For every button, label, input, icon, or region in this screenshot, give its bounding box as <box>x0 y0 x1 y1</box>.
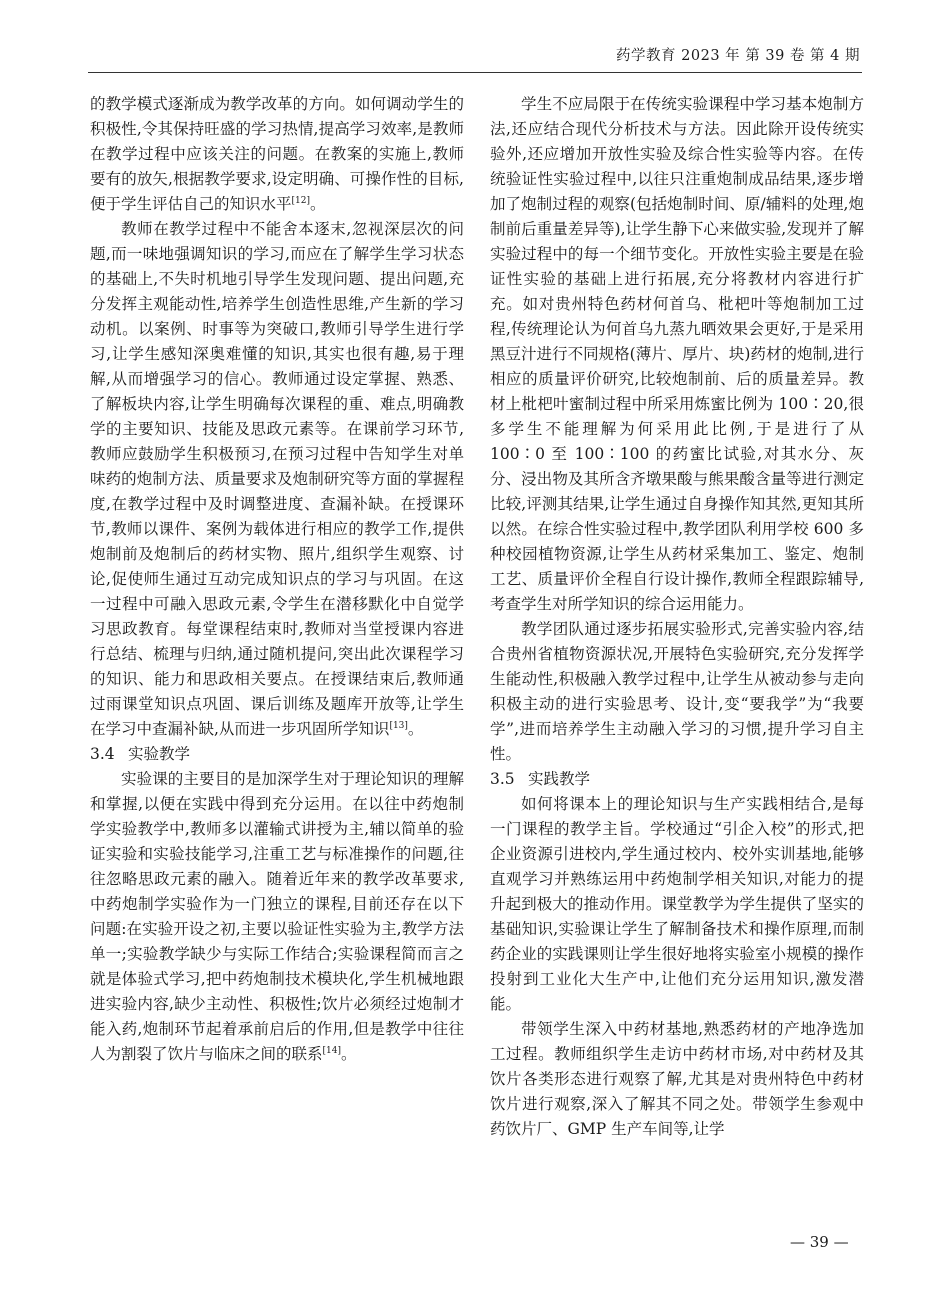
header-rule <box>88 72 862 73</box>
citation[interactable]: [12] <box>291 195 310 206</box>
paragraph: 如何将课本上的理论知识与生产实践相结合,是每一门课程的教学主旨。学校通过“引企入校”的形式,把企业资源引进校内,学生通过校内、校外实训基地,能够直观学习并熟练运用中药炮制学相关知识,对能力的提升起到极大的推动作用。课堂教学为学生提供了坚实的基础知识,实验课让学生了解制备技术和操作原理,而制药企业的实践课则让学生很好地将实验室小规模的操作投射到工业化大生产中,让他们充分运用知识,激发潜能。 <box>490 795 864 1013</box>
journal-header: 药学教育 2023 年 第 39 卷 第 4 期 <box>616 48 860 64</box>
citation[interactable]: [13] <box>389 720 408 731</box>
left-column <box>90 92 464 1067</box>
paragraph: 学生不应局限于在传统实验课程中学习基本炮制方法,还应结合现代分析技术与方法。因此除开设传统实验外,还应增加开放性实验及综合性实验等内容。在传统验证性实验过程中,以往只注重炮制成品结果,逐步增加了炮制过程的观察(包括炮制时间、原/辅料的处理,炮制前后重量差异等),让学生静下心来做实验,发现并了解实验过程中的每一个细节变化。开放性实验主要是在验证性实验的基础上进行拓展,充分将教材内容进行扩充。如对贵州特色药材何首乌、枇杷叶等炮制加工过程,传统理论认为何首乌九蒸九晒效果会更好,于是采用黑豆汁进行不同规格(薄片、厚片、块)药材的炮制,进行相应的质量评价研究,比较炮制前、后的质量差异。教材上枇杷叶蜜制过程中所采用炼蜜比例为 100∶20,很多学生不能理解为何采用此比例,于是进行了从 100∶0 至 100∶100 的药蜜比试验,对其水分、灰分、浸出物及其所含齐墩果酸与熊果酸含量等进行测定比较,评测其结果,让学生通过自身操作知其然,更知其所以然。在综合性实验过程中,教学团队利用学校 600 多种校园植物资源,让学生从药材采集加工、鉴定、炮制工艺、质量评价全程自行设计操作,教师全程跟踪辅导,考查学生对所学知识的综合运用能力。 <box>490 95 864 613</box>
right-column <box>490 92 864 1142</box>
section-heading-3-5: 3.5 实践教学 <box>490 770 591 788</box>
paragraph: 的教学模式逐渐成为教学改革的方向。如何调动学生的积极性,令其保持旺盛的学习热情,提高学习效率,是教师在教学过程中应该关注的问题。在教案的实施上,教师要有的放矢,根据教学要求,设定明确、可操作性的目标,便于学生评估自己的知识水平[12]。 <box>90 95 464 213</box>
paragraph: 实验课的主要目的是加深学生对于理论知识的理解和掌握,以便在实践中得到充分运用。在以往中药炮制学实验教学中,教师多以灌输式讲授为主,辅以简单的验证实验和实验技能学习,注重工艺与标准操作的问题,往往忽略思政元素的融入。随着近年来的教学改革要求,中药炮制学实验作为一门独立的课程,目前还存在以下问题:在实验开设之初,主要以验证性实验为主,教学方法单一;实验教学缺少与实际工作结合;实验课程简而言之就是体验式学习,把中药炮制技术模块化,学生机械地跟进实验内容,缺少主动性、积极性;饮片必须经过炮制才能入药,炮制环节起着承前启后的作用,但是教学中往往人为割裂了饮片与临床之间的联系[14]。 <box>90 770 464 1063</box>
citation[interactable]: [14] <box>322 1045 341 1056</box>
section-heading-3-4: 3.4 实验教学 <box>90 745 191 763</box>
paragraph: 教学团队通过逐步拓展实验形式,完善实验内容,结合贵州省植物资源状况,开展特色实验研究,充分发挥学生能动性,积极融入教学过程中,让学生从被动参与走向积极主动的进行实验思考、设计,变“要我学”为“我要学”,进而培养学生主动融入学习的习惯,提升学习自主性。 <box>490 620 864 763</box>
page-number: — 39 — <box>790 1233 849 1251</box>
paragraph: 带领学生深入中药材基地,熟悉药材的产地净选加工过程。教师组织学生走访中药材市场,对中药材及其饮片各类形态进行观察了解,尤其是对贵州特色中药材饮片进行观察,深入了解其不同之处。带领学生参观中药饮片厂、GMP 生产车间等,让学 <box>490 1020 864 1138</box>
paragraph: 教师在教学过程中不能舍本逐末,忽视深层次的问题,而一味地强调知识的学习,而应在了解学生学习状态的基础上,不失时机地引导学生发现问题、提出问题,充分发挥主观能动性,培养学生创造性思维,产生新的学习动机。以案例、时事等为突破口,教师引导学生进行学习,让学生感知深奥难懂的知识,其实也很有趣,易于理解,从而增强学习的信心。教师通过设定掌握、熟悉、了解板块内容,让学生明确每次课程的重、难点,明确教学的主要知识、技能及思政元素等。在课前学习环节,教师应鼓励学生积极预习,在预习过程中告知学生对单味药的炮制方法、质量要求及炮制研究等方面的掌握程度,在教学过程中及时调整进度、查漏补缺。在授课环节,教师以课件、案例为载体进行相应的教学工作,提供炮制前及炮制后的药材实物、照片,组织学生观察、讨论,促使师生通过互动完成知识点的学习与巩固。在这一过程中可融入思政元素,令学生在潜移默化中自觉学习思政教育。每堂课程结束时,教师对当堂授课内容进行总结、梳理与归纳,通过随机提问,突出此次课程学习的知识、能力和思政相关要点。在授课结束后,教师通过雨课堂知识点巩固、课后训练及题库开放等,让学生在学习中查漏补缺,从而进一步巩固所学知识[13]。 <box>90 220 464 738</box>
